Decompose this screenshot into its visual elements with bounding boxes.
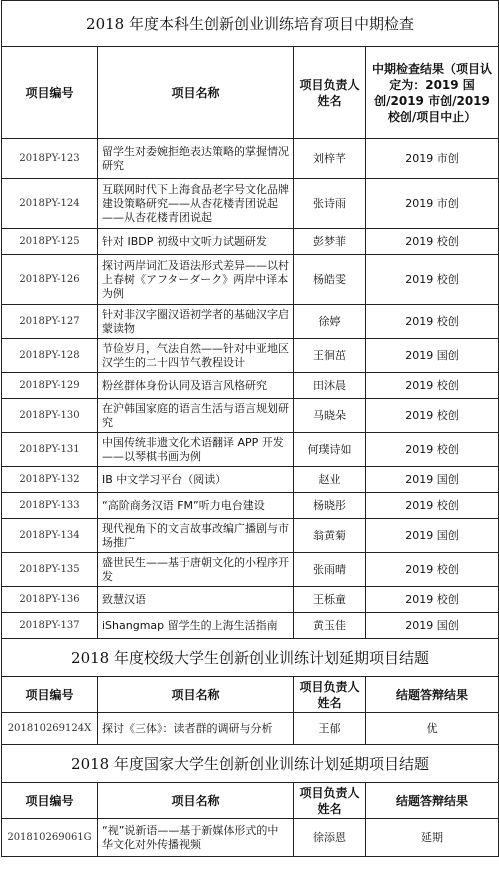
project-result-cell: 2019 校创 xyxy=(366,255,499,305)
project-name-cell: 在沪韩国家庭的语言生活与语言规划研究 xyxy=(98,399,294,433)
project-leader-cell: 徐添恩 xyxy=(294,819,366,857)
project-leader-cell: 彭梦菲 xyxy=(294,229,366,255)
project-name-cell: 探讨两岸词汇及语法形式差异——以村上春树《アフターダーク》两岸中译本为例 xyxy=(98,255,294,305)
section2-title-row xyxy=(2,639,499,677)
project-name-cell: 互联网时代下上海食品老字号文化品牌建设策略研究——从杏花楼青团说起——从杏花楼青团说起 xyxy=(98,179,294,229)
table-row xyxy=(2,587,499,613)
project-code-cell: 2018PY-137 xyxy=(2,613,98,639)
section1-title-row xyxy=(2,1,499,47)
project-result-cell: 2019 国创 xyxy=(366,613,499,639)
project-result-cell: 2019 校创 xyxy=(366,493,499,519)
table-row xyxy=(2,493,499,519)
project-result-cell: 2019 校创 xyxy=(366,433,499,467)
project-code-cell: 201810269061G xyxy=(2,819,98,857)
project-result-cell: 2019 市创 xyxy=(366,179,499,229)
project-leader-cell: 何璞诗如 xyxy=(294,433,366,467)
section2-title: 2018 年度校级大学生创新创业训练计划延期项目结题 xyxy=(2,639,499,677)
project-name-cell: 针对 IBDP 初级中文听力试题研发 xyxy=(98,229,294,255)
project-code-cell: 2018PY-134 xyxy=(2,519,98,553)
project-result-cell: 2019 市创 xyxy=(366,139,499,179)
section2-header-row xyxy=(2,677,499,713)
project-code-cell: 2018PY-124 xyxy=(2,179,98,229)
project-leader-cell: 田沐晨 xyxy=(294,373,366,399)
project-result-cell: 2019 校创 xyxy=(366,399,499,433)
header-result: 结题答辩结果 xyxy=(366,783,499,819)
header-name: 项目名称 xyxy=(98,783,294,819)
project-code-cell: 2018PY-125 xyxy=(2,229,98,255)
project-table xyxy=(1,0,499,857)
project-result-cell: 2019 校创 xyxy=(366,373,499,399)
project-code-cell: 2018PY-127 xyxy=(2,305,98,339)
header-name: 项目名称 xyxy=(98,677,294,713)
section3-rows xyxy=(2,819,499,857)
project-code-cell: 2018PY-131 xyxy=(2,433,98,467)
project-name-cell: 致慧汉语 xyxy=(98,587,294,613)
table-row xyxy=(2,467,499,493)
project-name-cell: 现代视角下的文言故事改编广播剧与市场推广 xyxy=(98,519,294,553)
project-code-cell: 2018PY-136 xyxy=(2,587,98,613)
header-result: 结题答辩结果 xyxy=(366,677,499,713)
project-result-cell: 优 xyxy=(366,713,499,745)
header-leader: 项目负责人姓名 xyxy=(294,47,366,139)
project-name-cell: “高阶商务汉语 FM”听力电台建设 xyxy=(98,493,294,519)
table-row xyxy=(2,399,499,433)
header-leader: 项目负责人姓名 xyxy=(294,783,366,819)
table-row xyxy=(2,339,499,373)
project-leader-cell: 刘梓芊 xyxy=(294,139,366,179)
project-code-cell: 2018PY-130 xyxy=(2,399,98,433)
project-result-cell: 2019 校创 xyxy=(366,229,499,255)
project-result-cell: 2019 校创 xyxy=(366,587,499,613)
project-code-cell: 2018PY-123 xyxy=(2,139,98,179)
project-name-cell: 针对非汉字圈汉语初学者的基础汉字启蒙读物 xyxy=(98,305,294,339)
project-code-cell: 2018PY-135 xyxy=(2,553,98,587)
table-row xyxy=(2,553,499,587)
project-result-cell: 2019 国创 xyxy=(366,339,499,373)
header-leader: 项目负责人姓名 xyxy=(294,677,366,713)
project-leader-cell: 王栎童 xyxy=(294,587,366,613)
project-leader-cell: 赵业 xyxy=(294,467,366,493)
project-result-cell: 2019 校创 xyxy=(366,553,499,587)
project-leader-cell: 张诗雨 xyxy=(294,179,366,229)
project-name-cell: 留学生对委婉拒绝表达策略的掌握情况研究 xyxy=(98,139,294,179)
section1-rows xyxy=(2,139,499,639)
project-leader-cell: 马晓朵 xyxy=(294,399,366,433)
project-result-cell: 2019 校创 xyxy=(366,305,499,339)
table-row xyxy=(2,373,499,399)
table-row xyxy=(2,229,499,255)
header-result: 中期检查结果（项目认定为：2019 国创/2019 市创/2019 校创/项目中止） xyxy=(366,47,499,139)
project-leader-cell: 徐婷 xyxy=(294,305,366,339)
project-name-cell: 盛世民生——基于唐朝文化的小程序开发 xyxy=(98,553,294,587)
header-code: 项目编号 xyxy=(2,677,98,713)
project-code-cell: 2018PY-132 xyxy=(2,467,98,493)
project-leader-cell: 杨皓雯 xyxy=(294,255,366,305)
project-name-cell: 节俭岁月，气法自然——针对中亚地区汉学生的二十四节气教程设计 xyxy=(98,339,294,373)
table-row xyxy=(2,613,499,639)
section2-rows xyxy=(2,713,499,745)
project-name-cell: 粉丝群体身份认同及语言风格研究 xyxy=(98,373,294,399)
section1-header-row xyxy=(2,47,499,139)
project-leader-cell: 杨晓彤 xyxy=(294,493,366,519)
section3-title: 2018 年度国家大学生创新创业训练计划延期项目结题 xyxy=(2,745,499,783)
project-code-cell: 2018PY-129 xyxy=(2,373,98,399)
project-leader-cell: 张雨晴 xyxy=(294,553,366,587)
project-result-cell: 2019 国创 xyxy=(366,519,499,553)
table-row xyxy=(2,433,499,467)
table-row xyxy=(2,179,499,229)
header-code: 项目编号 xyxy=(2,783,98,819)
project-name-cell: 中国传统非遗文化术语翻译 APP 开发——以琴棋书画为例 xyxy=(98,433,294,467)
section3-header-row xyxy=(2,783,499,819)
section1-title: 2018 年度本科生创新创业训练培育项目中期检查 xyxy=(2,1,499,47)
table-row xyxy=(2,713,499,745)
table-row xyxy=(2,819,499,857)
project-name-cell: IB 中文学习平台（阅读） xyxy=(98,467,294,493)
project-result-cell: 延期 xyxy=(366,819,499,857)
project-leader-cell: 王徊茁 xyxy=(294,339,366,373)
project-code-cell: 2018PY-133 xyxy=(2,493,98,519)
table-row xyxy=(2,255,499,305)
table-row xyxy=(2,139,499,179)
header-name: 项目名称 xyxy=(98,47,294,139)
project-leader-cell: 黄玉佳 xyxy=(294,613,366,639)
table-row xyxy=(2,519,499,553)
project-code-cell: 201810269124X xyxy=(2,713,98,745)
project-name-cell: “视”说新语——基于新媒体形式的中华文化对外传播视频 xyxy=(98,819,294,857)
project-name-cell: iShangmap 留学生的上海生活指南 xyxy=(98,613,294,639)
table-row xyxy=(2,305,499,339)
project-leader-cell: 翁黄菊 xyxy=(294,519,366,553)
document-page xyxy=(1,0,498,857)
project-name-cell: 探讨《三体》：读者群的调研与分析 xyxy=(98,713,294,745)
project-result-cell: 2019 国创 xyxy=(366,467,499,493)
project-code-cell: 2018PY-128 xyxy=(2,339,98,373)
header-code: 项目编号 xyxy=(2,47,98,139)
project-code-cell: 2018PY-126 xyxy=(2,255,98,305)
project-leader-cell: 王郁 xyxy=(294,713,366,745)
section3-title-row xyxy=(2,745,499,783)
